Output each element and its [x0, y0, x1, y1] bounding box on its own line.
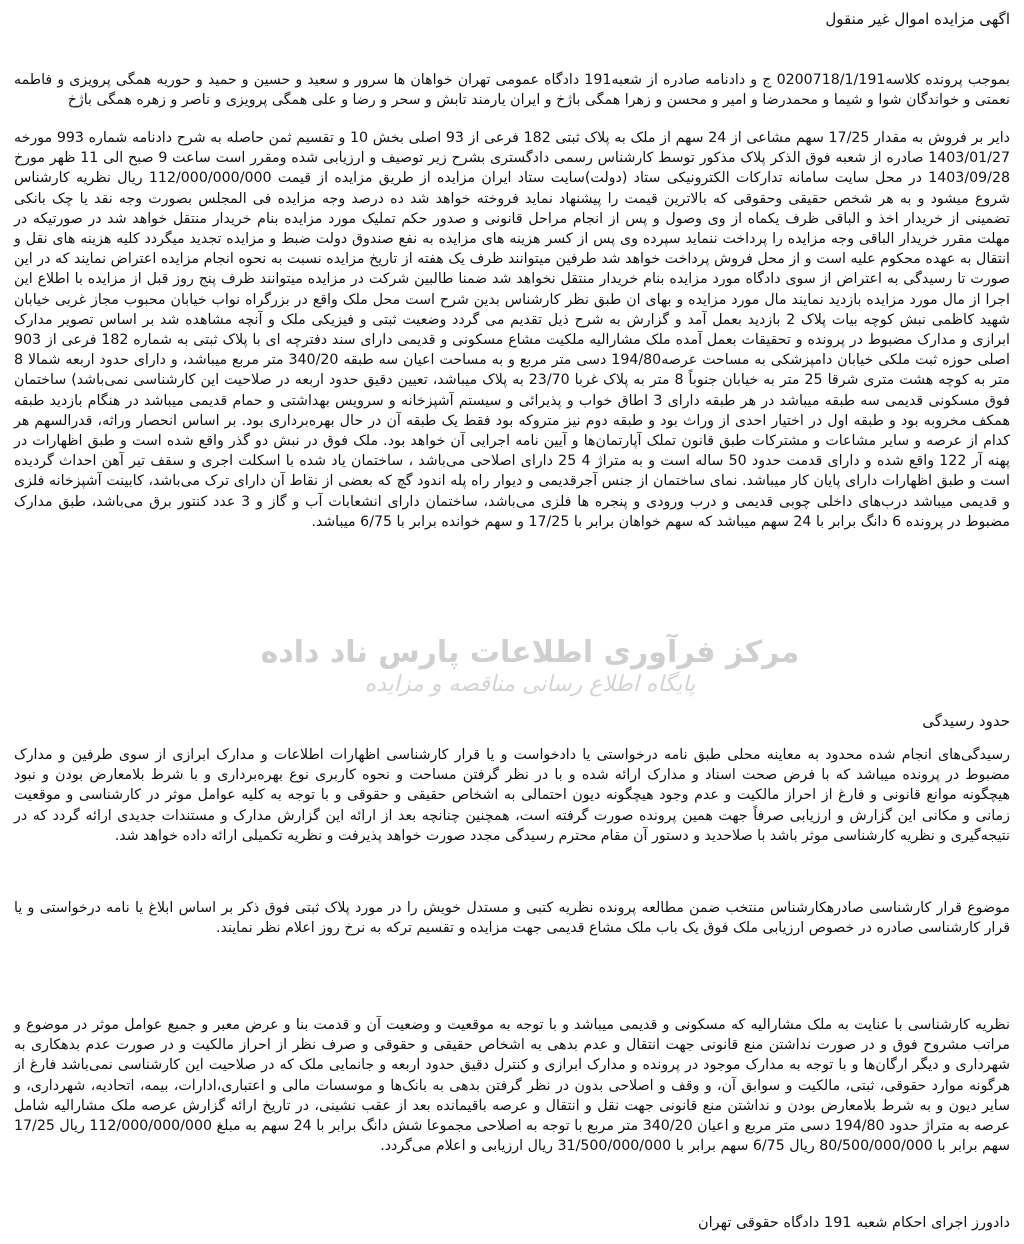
- signature-line: دادورز اجرای احکام شعبه 191 دادگاه حقوقی تهران: [697, 1215, 1010, 1231]
- scope-heading: حدود رسیدگی: [922, 712, 1010, 730]
- notice-title: اگهی مزایده اموال غیر منقول: [825, 10, 1010, 28]
- watermark-subtitle: پایگاه اطلاع رسانی مناقصه و مزایده: [364, 672, 696, 697]
- watermark: [250, 636, 810, 746]
- expert-opinion-paragraph: نظریه کارشناسی با عنایت به ملک مشارالیه که مسکونی و قدیمی میباشد و با توجه به موقعیت و وضعیت آن و قدمت بنا و عرض معبر و جمیع عوامل موثر در موضوع و مراتب مشروح فوق و در صورت نداشتن منع قانونی جهت انتقال و عدم بدهی به اشخاص حقیقی و حقوقی و صرف نظر از احراز مالکیت و در صورت عدم بدهکاری به شهرداری و دیگر ارگان‌ها و با توجه به مدارک موجود در پرونده و مدارک ابرازی و کنترل دقیق حدود اربعه و جانمایی ملک که در صلاحیت این کارشناسی نمی‌باشد فارغ از هرگونه موارد حقوقی، ثبتی، مالکیت و سوابق آن، و وقف و اصلاحی بدون در نظر گرفتن بدهی به بانک‌ها و موسسات مالی و اعتباری،ادارات، بیمه، اتحادیه، شهرداری، و سایر دیون و به شرط بلامعارض بودن و نداشتن منع قانونی جهت نقل و انتقال و عرصه باقیمانده بعد از عقب نشینی، در تاریخ ارائه گزارش عرصه ملک مشارالیه شامل عرصه به متراژ حدود 194/80 دسی متر مربع و اعیان 340/20 متر مربع با توجه به اصلاحی مجموعا شش دانگ برابر با 24 سهم به مبلغ 112/000/000/000 ریال 17/25 سهم برابر با 80/500/000/000 ریال 6/75 سهم برابر با 31/500/000/000 ریال ارزیابی و اعلام می‌گردد.: [14, 1017, 1011, 1155]
- watermark-brand: مرکز فرآوری اطلاعات پارس ناد داده: [260, 635, 800, 670]
- case-parties-paragraph: بموجب پرونده کلاسه0200718/1/191 ج و دادنامه صادره از شعبه191 دادگاه عمومی تهران خواهان ها سرور و سعید و حسین و حمید و حوریه همگی پرویزی و فاطمه نعمتی و خواندگان شوا و شیما و محمدرضا و امیر و محسن و زهرا همگی باژخ و ایران یارمند تابش و سحر و رضا و علی همگی پرویزی و ناصر و زهره همگی باژخ: [14, 72, 1011, 109]
- auction-details-paragraph: دایر بر فروش به مقدار 17/25 سهم مشاعی از 24 سهم از ملک به پلاک ثبتی 182 فرعی از 93 اصلی بخش 10 و تقسیم ثمن حاصله به شرح دادنامه شماره 993 مورخه 1403/01/27 صادره از شعبه فوق الذکر پلاک مذکور توسط کارشناس رسمی دادگستری بشرح زیر توصیف و ارزیابی شده ومقرر است ساعت 9 صبح الی 11 ظهر مورخ 1403/09/28 در محل سایت سامانه تدارکات الکترونیکی ستاد (دولت)سایت ستاد ایران مزایده از طریق مزایده از قیمت 112/000/000/000 ریال نظریه کارشناس شروع میشود و به هر شخص حقیقی وحقوقی که بالاترین قیمت را پیشنهاد نماید فروخته خواهد شد ده درصد وجه مزایده فی المجلس بصورت وجه نقد یا چک بانکی تضمینی از خریدار اخذ و الباقی ظرف یکماه از وی وصول و پس از انجام مراحل قانونی و صدور حکم تملیک مورد مزایده بنام خریدار منتقل خواهد شد در صورتیکه در مهلت مقرر خریدار الباقی وجه مزایده را پرداخت ننماید سپرده وی پس از کسر هزینه های مزایده به نفع صندوق دولت ضبط و مزایده تجدید میگردد کلیه هزینه های نقل و انتقال به عهده محکوم علیه است و از محل فروش پرداخت خواهد شد طرفین میتوانند ظرف یک هفته از تاریخ مزایده نسبت به نحوه انجام مزایده اعتراض نمایند که در این صورت تا رسیدگی به اعتراض از سوی دادگاه مورد مزایده بنام خریدار منتقل نخواهد شد ضمنا طالبین شرکت در مزایده میتوانند ظرف پنج روز قبل از مزایده با اطلاع این اجرا از مال مورد مزایده بازدید نمایند مال مورد مزایده و بهای ان طبق نظر کارشناس بدین شرح است محل ملک واقع در بزرگراه نواب خیابان محبوب مجاز غربی خیابان شهید کاظمی نبش کوچه بیات پلاک 2 بازدید بعمل آمد و گزارش به شرح ذیل تقدیم می گردد وضعیت ثبتی و فیزیکی ملک و آنچه مشاهده شد بر اساس تصویر مدارک ابرازی و مدارک مضبوط در پرونده و تحقیقات بعمل آمده ملک مشارالیه ملکیت مشاع مسکونی و قدیمی دارای سند دفترچه ای با پلاک ثبتی به شماره 182 فرعی از 903 اصلی حوزه ثبت ملکی خیابان دامپزشکی به مساحت عرصه194/80 دسی متر مربع و به مساحت اعیان سه طبقه 340/20 متر مربع میباشد، و دارای حدود اربعه شمالا 8 متر به کوچه هشت متری شرقا 25 متر به خیابان جنوباً 8 متر به پلاک غربا 23/70 به پلاک میباشد، تعیین دقیق حدود اربعه در صلاحیت این کارشناسی نمی‌باشد) ساختمان فوق مسکونی قدیمی سه طبقه میباشد در هر طبقه دارای 3 اطاق خواب و پذیرائی و سیستم آشپزخانه و سرویس بهداشتی و حمام قدیمی میباشد در هنگام بازدید طبقه همکف مخروبه بود و طبقه اول در اختیار احدی از وراث بود و طبقه دوم نیز متروکه بود فقط یک طبقه آن در حال بهره‌برداری بود. بر اساس انحصار وراثه، قدرالسهم هر کدام از عرصه و سایر مشاعات و مشترکات طبق قانون تملک آپارتمان‌ها و آیین نامه اجرایی آن خواهد بود. ملک فوق در نبش دو گذر واقع شده است و طبق اظهارات در پهنه آر 122 واقع شده و دارای قدمت حدود 50 ساله است و به متراژ 4 25 دارای اصلاحی می‌باشد ، ساختمان یاد شده با اسکلت اجری و سقف تیر آهن احداث گردیده است و طبق اظهارات دارای پایان کار میباشد. نمای ساختمان از جنس آجرقدیمی و دیوار راه پله اندود گچ که بعضی از نقاط آن دارای ترک می‌باشد، کابینت آشپزخانه فلزی و قدیمی میباشد درب‌های داخلی چوبی قدیمی و درب ورودی و پنجره ها فلزی می‌باشد، ساختمان دارای انشعابات آب و گاز و 3 عدد کنتور برق می‌باشد، طبق مدارک مضبوط در پرونده 6 دانگ برابر با 24 سهم میباشد که سهم خواهان برابر با 17/25 و سهم خوانده برابر با 6/75 میباشد.: [14, 130, 1010, 530]
- scope-paragraph: رسیدگی‌های انجام شده محدود به معاینه محلی طبق نامه درخواستی یا دادخواست و یا قرار کارشناسی اظهارات اطلاعات و مدارک ابرازی از سوی طرفین و مدارک مضبوط در پرونده میباشد که با فرض صحت اسناد و مدارک ارائه شده و با در نظر گرفتن مساحت و نحوه کاربری نوع بهره‌برداری و با شرط بلامعارض بودن و نبود هیچگونه موانع قانونی و فارغ از احراز مالکیت و عدم وجود هیچگونه دیون احتمالی به اشخاص حقیقی و حقوقی و با توجه به کلیه عوامل موثر در کارشناسی و موقعیت زمانی و مکانی این گزارش و ارزیابی صرفاً جهت همین پرونده صورت گرفته است، همچنین چنانچه بعد از ارائه این گزارش مدارک و مستندات جدیدی ارائه گردد که در نتیجه‌گیری و نظریه کارشناسی موثر باشد با صلاحدید و دستور آن مقام محترم رسیدگی مجدد صورت خواهد پذیرفت و نظریه تکمیلی ارائه داده خواهد شد.: [14, 747, 1010, 844]
- subject-paragraph: موضوع قرار کارشناسی صادرهکارشناس منتخب ضمن مطالعه پرونده نظریه کتبی و مستدل خویش را در مورد پلاک ثبتی فوق ذکر بر اساس ابلاغ یا نامه درخواستی و یا قرار کارشناسی صادره در خصوص ارزیابی ملک فوق یک باب ملک مشاع قدیمی جهت مزایده و تقسیم ترکه به نرخ روز اعلام نظر نمایند.: [14, 900, 1010, 937]
